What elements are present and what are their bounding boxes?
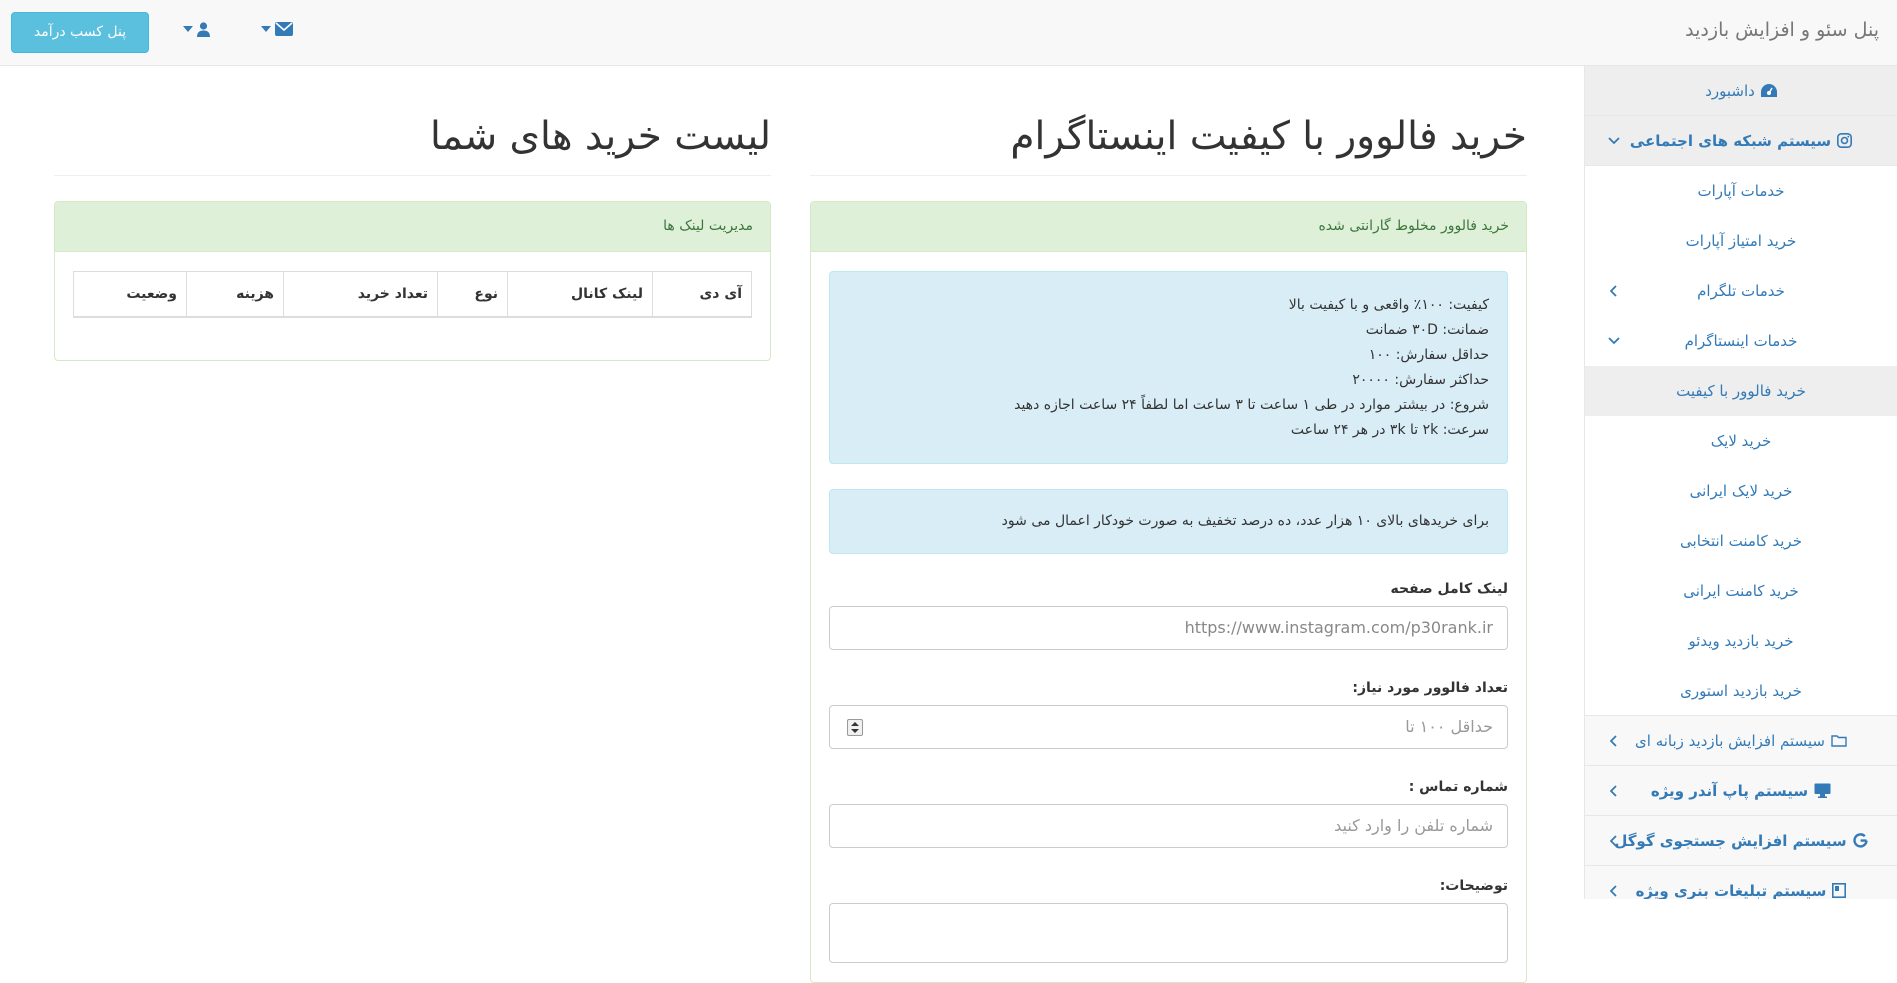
sidebar-item-tab-views-system[interactable] [1585, 716, 1897, 766]
discount-alert: برای خریدهای بالای ۱۰ هزار عدد، ده درصد تخفیف به صورت خودکار اعمال می شود [829, 489, 1508, 554]
brand-title[interactable]: پنل سئو و افزایش بازدید [1685, 19, 1879, 41]
sidebar-item-label: خدمات تلگرام [1697, 282, 1785, 300]
follower-count-input[interactable] [829, 705, 1508, 749]
sidebar-item-buy-story-views[interactable] [1585, 666, 1897, 716]
sidebar-item-dashboard[interactable] [1585, 66, 1897, 116]
order-panel-body [811, 252, 1526, 982]
description-textarea[interactable] [829, 903, 1508, 963]
dashboard-icon [1761, 84, 1777, 98]
user-icon [197, 22, 210, 37]
caret-down-icon [183, 26, 193, 32]
links-panel-title: مدیریت لینک ها [55, 202, 770, 252]
page-link-input[interactable]: https://www.instagram.com/p30rank.ir [829, 606, 1508, 650]
purchases-title: لیست خرید های شما [54, 115, 771, 176]
sidebar-item-label: سیستم افزایش جستجوی گوگل [1614, 831, 1847, 850]
sidebar-item-popunder-system[interactable] [1585, 766, 1897, 816]
sidebar-item-label: سیستم شبکه های اجتماعی [1629, 131, 1832, 150]
order-column [810, 66, 1527, 983]
table-header-row [74, 272, 752, 317]
sidebar-item-label: خرید بازدید ویدئو [1688, 632, 1794, 650]
column-status[interactable]: وضعیت [74, 272, 187, 317]
envelope-icon [275, 22, 293, 36]
column-purchase-count[interactable]: تعداد خرید [284, 272, 438, 317]
banner-icon [1832, 883, 1846, 898]
phone-input[interactable]: شماره تلفن را وارد کنید [829, 804, 1508, 848]
sidebar-item-buy-iranian-comments[interactable] [1585, 566, 1897, 616]
service-info-alert [829, 271, 1508, 464]
number-stepper-icon[interactable] [847, 719, 863, 736]
sidebar-item-instagram-services[interactable] [1585, 316, 1897, 366]
sidebar-item-aparat-services[interactable] [1585, 166, 1897, 216]
info-max-order: حداکثر سفارش: ۲۰۰۰۰ [1352, 372, 1489, 388]
sidebar-item-label: سیستم تبلیغات بنری ویژه [1635, 881, 1827, 899]
social-submenu [1585, 166, 1897, 716]
chevron-left-icon[interactable] [1607, 784, 1621, 798]
messages-menu-toggle[interactable] [261, 18, 293, 40]
sidebar-item-label: سیستم افزایش بازدید زبانه ای [1635, 731, 1825, 750]
info-min-order: حداقل سفارش: ۱۰۰ [1368, 347, 1489, 363]
sidebar-item-banner-ads-system[interactable] [1585, 866, 1897, 899]
chevron-down-icon[interactable] [1607, 334, 1621, 348]
sidebar-item-label: خدمات آپارات [1697, 182, 1785, 200]
purchases-column [54, 66, 771, 361]
sidebar-item-google-search-system[interactable] [1585, 816, 1897, 866]
sidebar-item-buy-custom-comments[interactable] [1585, 516, 1897, 566]
description-label: توضیحات: [1439, 878, 1508, 894]
chevron-left-icon[interactable] [1607, 284, 1621, 298]
caret-down-icon [261, 26, 271, 32]
order-panel-title: خرید فالوور مخلوط گارانتی شده [811, 202, 1526, 252]
column-cost[interactable]: هزینه [187, 272, 284, 317]
info-start-time: شروع: در بیشتر موارد در طی ۱ ساعت تا ۳ ساعت اما لطفاً ۲۴ ساعت اجازه دهید [1014, 397, 1489, 413]
column-channel-link[interactable]: لینک کانال [508, 272, 653, 317]
sidebar-item-telegram-services[interactable] [1585, 266, 1897, 316]
page-title: خرید فالوور با کیفیت اینستاگرام [810, 115, 1527, 176]
desktop-icon [1814, 783, 1831, 798]
chevron-down-icon[interactable] [1607, 134, 1621, 148]
links-panel [54, 201, 771, 361]
user-menu-toggle[interactable] [183, 18, 210, 40]
top-navbar [0, 0, 1897, 66]
folder-icon [1831, 734, 1847, 747]
sidebar-item-label: خرید فالوور با کیفیت [1676, 382, 1806, 400]
info-quality: کیفیت: ۱۰۰٪ واقعی و با کیفیت بالا [1288, 297, 1489, 313]
column-id[interactable]: آی دی [653, 272, 752, 317]
order-panel [810, 201, 1527, 983]
sidebar-item-label: خرید کامنت ایرانی [1683, 582, 1799, 600]
sidebar-item-label: خرید امتیاز آپارات [1685, 232, 1797, 250]
sidebar-item-buy-iranian-likes[interactable] [1585, 466, 1897, 516]
sidebar-item-social-networks[interactable] [1585, 116, 1897, 166]
sidebar-item-buy-video-views[interactable] [1585, 616, 1897, 666]
links-panel-body [55, 252, 770, 360]
sidebar-item-label: داشبورد [1705, 81, 1755, 100]
chevron-left-icon[interactable] [1607, 734, 1621, 748]
sidebar-item-buy-quality-followers[interactable] [1585, 366, 1897, 416]
follower-count-placeholder: حداقل ۱۰۰ تا [1405, 717, 1493, 736]
sidebar-item-label: خرید لایک [1710, 432, 1772, 450]
sidebar-item-label: خرید بازدید استوری [1680, 681, 1802, 700]
earn-panel-button[interactable]: پنل کسب درآمد [11, 12, 149, 53]
follower-count-label: تعداد فالوور مورد نیاز: [1352, 680, 1508, 696]
chevron-left-icon[interactable] [1607, 884, 1621, 898]
phone-label: شماره تماس : [1408, 779, 1508, 795]
info-guarantee: ضمانت: ۳۰D ضمانت [1365, 322, 1489, 338]
sidebar-item-label: خرید کامنت انتخابی [1680, 532, 1802, 550]
link-label: لینک کامل صفحه [1390, 581, 1508, 597]
sidebar-item-buy-likes[interactable] [1585, 416, 1897, 466]
column-type[interactable]: نوع [438, 272, 508, 317]
purchases-table [73, 271, 752, 318]
google-icon [1853, 833, 1868, 848]
instagram-icon [1837, 133, 1852, 148]
sidebar [1584, 66, 1897, 899]
sidebar-item-label: خرید لایک ایرانی [1689, 482, 1793, 500]
sidebar-item-label: خدمات اینستاگرام [1684, 332, 1798, 350]
sidebar-item-aparat-score[interactable] [1585, 216, 1897, 266]
info-speed: سرعت: ۲k تا ۳k در هر ۲۴ ساعت [1290, 422, 1489, 438]
chevron-left-icon[interactable] [1607, 834, 1621, 848]
sidebar-item-label: سیستم پاپ آندر ویژه [1650, 781, 1809, 800]
